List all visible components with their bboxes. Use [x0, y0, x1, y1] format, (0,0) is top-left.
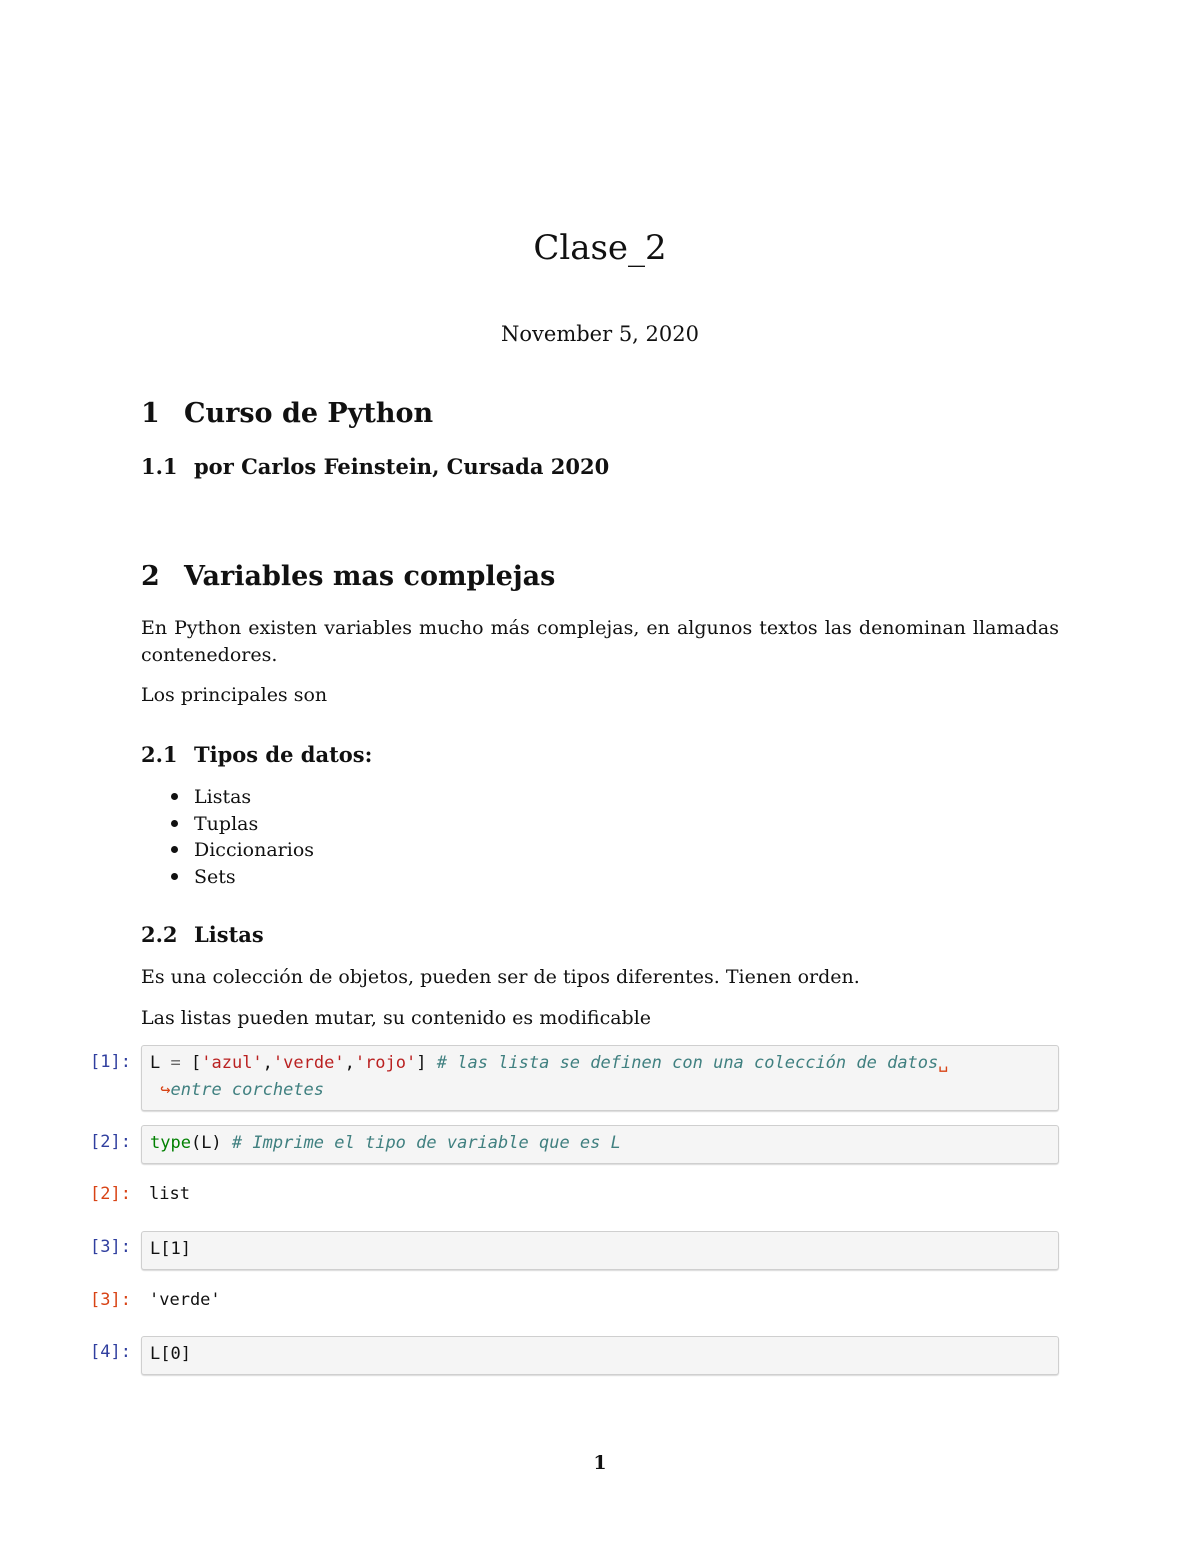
intro-paragraph: En Python existen variables mucho más complejas, en algunos textos las denominan llamadas contenedores. [141, 617, 1059, 666]
line-wrap-icon: ␣ [938, 1053, 949, 1073]
input-prompt-1: [1]: [90, 1052, 131, 1072]
document-date: November 5, 2020 [501, 322, 699, 346]
section-heading-variables [141, 561, 555, 592]
line-continuation-icon: ↪ [160, 1080, 171, 1100]
input-prompt-2: [2]: [90, 1132, 131, 1152]
list-item: Tuplas [171, 811, 314, 838]
list-item: Listas [171, 784, 314, 811]
code-cell-4[interactable]: L[0] [141, 1336, 1059, 1375]
bullet-icon [171, 820, 178, 827]
subsection-title: por Carlos Feinstein, Cursada 2020 [194, 454, 610, 479]
section-title: Curso de Python [184, 398, 434, 429]
tipos-list [171, 784, 314, 891]
subsection-heading-tipos [141, 742, 372, 767]
output-text-3: 'verde' [149, 1290, 221, 1310]
code-cell-3[interactable]: L[1] [141, 1231, 1059, 1270]
subsection-heading-autor [141, 454, 609, 479]
output-prompt-3: [3]: [90, 1290, 131, 1310]
code-cell-2[interactable]: type(L) # Imprime el tipo de variable que es L [141, 1125, 1059, 1164]
bullet-icon [171, 873, 178, 880]
input-prompt-4: [4]: [90, 1342, 131, 1362]
subsection-title: Listas [194, 922, 264, 947]
subsection-number: 2.2 [141, 922, 178, 947]
bullet-icon [171, 846, 178, 853]
output-text-2: list [149, 1184, 190, 1204]
section-heading-curso [141, 398, 433, 429]
section-title: Variables mas complejas [184, 561, 556, 592]
document-title: Clase_2 [533, 228, 667, 268]
page-number: 1 [593, 1452, 607, 1474]
subsection-heading-listas [141, 922, 264, 947]
output-prompt-2: [2]: [90, 1184, 131, 1204]
input-prompt-3: [3]: [90, 1237, 131, 1257]
bullet-icon [171, 793, 178, 800]
subsection-number: 2.1 [141, 742, 178, 767]
section-number: 1 [141, 398, 160, 429]
section-number: 2 [141, 561, 160, 592]
listas-paragraph-2: Las listas pueden mutar, su contenido es modificable [141, 1007, 652, 1029]
subsection-title: Tipos de datos: [194, 742, 373, 767]
code-cell-1[interactable]: L = ['azul','verde','rojo'] # las lista se definen con una colección de datos␣ ↪entre corchetes [141, 1045, 1059, 1111]
list-item: Sets [171, 864, 314, 891]
listas-paragraph-1: Es una colección de objetos, pueden ser de tipos diferentes. Tienen orden. [141, 966, 860, 988]
list-item: Diccionarios [171, 837, 314, 864]
principales-paragraph: Los principales son [141, 684, 328, 706]
subsection-number: 1.1 [141, 454, 178, 479]
